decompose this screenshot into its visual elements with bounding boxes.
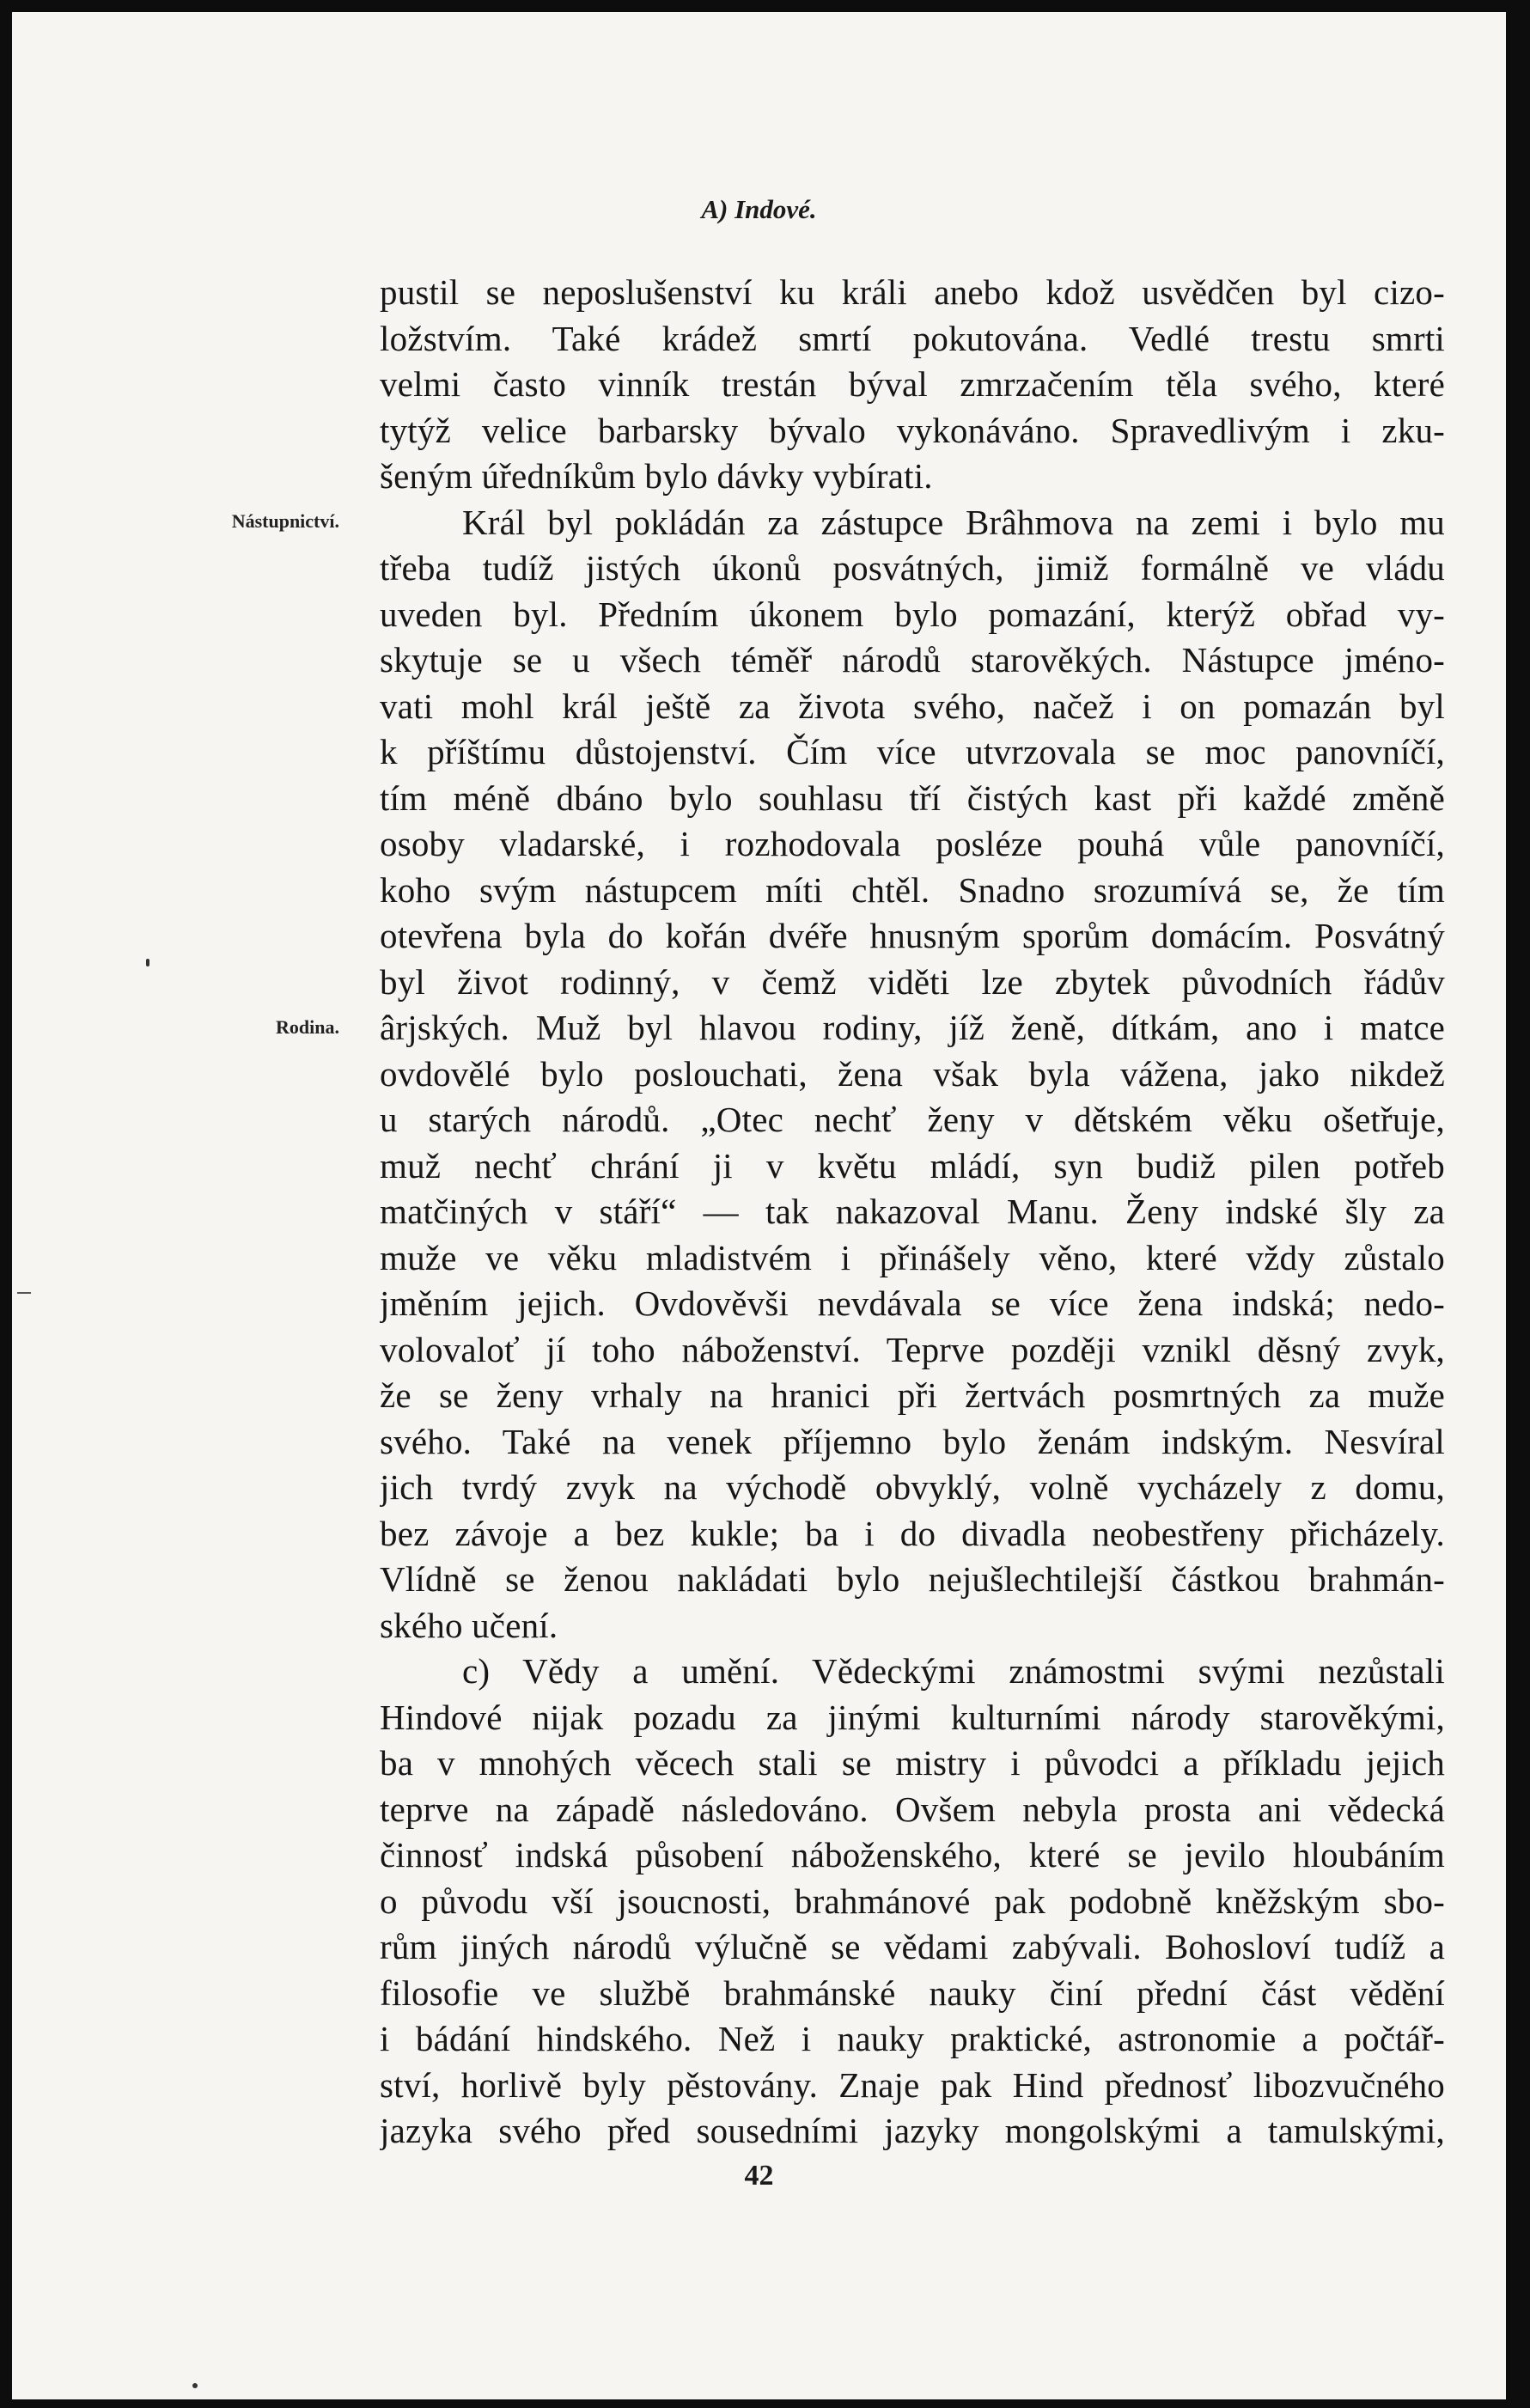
text-line: velmi často vinník trestán býval zmrzačením těla svého, které: [380, 364, 1445, 404]
text-line: vati mohl král ještě za života svého, načež i on pomazán byl: [380, 686, 1445, 726]
text-line: Král byl pokládán za zástupce Brâhmova na zemi i bylo mu: [462, 502, 1445, 542]
page-number: 42: [744, 2160, 774, 2192]
section-heading-line: c) Vědy a umění. Vědeckými známostmi svými nezůstali: [462, 1651, 1445, 1691]
text-line: pustil se neposlušenství ku králi anebo kdož usvědčen byl cizo-: [380, 272, 1445, 312]
text-line: uveden byl. Předním úkonem bylo pomazání, kterýž obřad vy-: [380, 594, 1445, 634]
text-line: muže ve věku mladistvém i přinášely věno, které vždy zůstalo: [380, 1237, 1445, 1277]
text-line: filosofie ve službě brahmánské nauky činí přední část vědění: [380, 1972, 1445, 2013]
text-line: ského učení.: [380, 1605, 558, 1645]
text-line: teprve na západě následováno. Ovšem nebyla prosta ani vědecká: [380, 1789, 1445, 1829]
text-line: Hindové nijak pozadu za jinými kulturními národy starověkými,: [380, 1697, 1445, 1737]
text-line: muž nechť chrání ji v květu mládí, syn budiž pilen potřeb: [380, 1145, 1445, 1186]
text-line: osoby vladarské, i rozhodovala posléze pouhá vůle panovníčí,: [380, 824, 1445, 863]
text-line: ovdovělé bylo poslouchati, žena však byla vážena, jako nikdež: [380, 1053, 1445, 1094]
text-line: u starých národů. „Otec nechť ženy v dětském věku ošetřuje,: [380, 1100, 1445, 1139]
text-line: Vlídně se ženou nakládati bylo nejušlechtilejší částkou brahmán-: [380, 1559, 1445, 1599]
text-line: bez závoje a bez kukle; ba i do divadla neobestřeny přicházely.: [380, 1513, 1445, 1553]
margin-mark: [17, 1292, 31, 1294]
text-line: jměním jejich. Ovdověvši nevdávala se více žena indská; nedo-: [380, 1283, 1445, 1323]
text-line: že se ženy vrhaly na hranici při žertvách posmrtných za muže: [380, 1375, 1445, 1415]
text-line: o původu vší jsoucnosti, brahmánové pak podobně kněžským sbo-: [380, 1881, 1445, 1921]
text-line: ložstvím. Také krádež smrtí pokutována. Vedlé trestu smrti: [380, 318, 1445, 358]
text-line: činnosť indská působení náboženského, které se jevilo hloubáním: [380, 1835, 1445, 1875]
text-line: koho svým nástupcem míti chtěl. Snadno srozumívá se, že tím: [380, 869, 1445, 910]
text-line: tytýž velice barbarsky bývalo vykonáváno. Spravedlivým i zku-: [380, 410, 1445, 450]
text-line: skytuje se u všech téměř národů starověkých. Nástupce jméno-: [380, 640, 1445, 680]
running-header: A) Indové.: [701, 194, 817, 224]
margin-dot: [192, 2383, 198, 2388]
text-line: třeba tudíž jistých úkonů posvátných, jimiž formálně ve vládu: [380, 548, 1445, 588]
text-line: ba v mnohých věcech stali se mistry i původci a příkladu jejich: [380, 1743, 1445, 1783]
text-line: matčiných v stáří“ — tak nakazoval Manu. Ženy indské šly za: [380, 1192, 1445, 1231]
margin-dot: [146, 959, 149, 966]
margin-note-succession: Nástupnictví.: [231, 510, 339, 532]
text-line: byl život rodinný, v čemž viděti lze zbytek původních řádův: [380, 961, 1445, 1002]
text-line: rům jiných národů výlučně se vědami zabývali. Bohosloví tudíž a: [380, 1927, 1445, 1966]
text-line: svého. Také na venek příjemno bylo ženám indským. Nesvíral: [380, 1421, 1445, 1461]
text-line: tím méně dbáno bylo souhlasu tří čistých kast při každé změně: [380, 777, 1445, 818]
body-text: [380, 270, 1445, 2155]
text-line: ârjských. Muž byl hlavou rodiny, jíž ženě, dítkám, ano i matce: [380, 1008, 1445, 1047]
text-line: volovaloť jí toho náboženství. Teprve později vznikl děsný zvyk,: [380, 1329, 1445, 1369]
text-line: jich tvrdý zvyk na východě obvyklý, volně vycházely z domu,: [380, 1467, 1445, 1507]
margin-note-family: Rodina.: [276, 1016, 339, 1038]
text-line: otevřena byla do kořán dvéře hnusným sporům domácím. Posvátný: [380, 916, 1445, 955]
text-line: jazyka svého před sousedními jazyky mongolskými a tamulskými,: [380, 2111, 1445, 2150]
text-line: k příštímu důstojenství. Čím více utvrzovala se moc panovníčí,: [380, 732, 1445, 771]
text-line: i bádání hindského. Než i nauky praktické, astronomie a počtář-: [380, 2019, 1445, 2058]
text-line: šeným úředníkům bylo dávky vybírati.: [380, 456, 933, 496]
text-line: ství, horlivě byly pěstovány. Znaje pak Hind přednosť libozvučného: [380, 2064, 1445, 2105]
document-page: [12, 12, 1506, 2399]
